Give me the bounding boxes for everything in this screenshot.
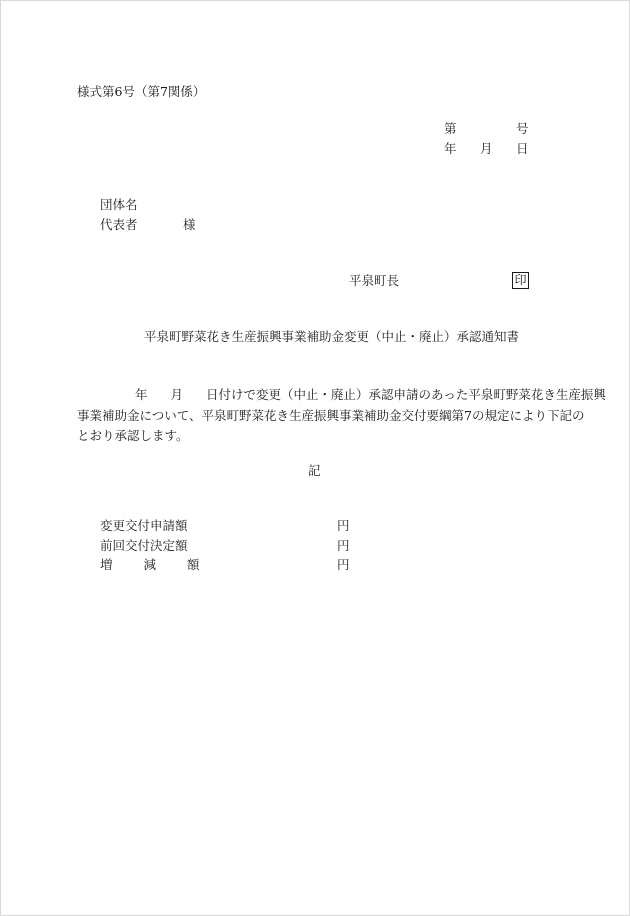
body-year-label: 年 (135, 387, 148, 402)
document-title: 平泉町野菜花き生産振興事業補助金変更（中止・廃止）承認通知書 (144, 329, 520, 344)
recipient-honorific: 様 (183, 217, 196, 232)
date-month-label: 月 (480, 141, 493, 156)
body-line-1-text: 日付けで変更（中止・廃止）承認申請のあった平泉町野菜花き生産振興 (206, 387, 606, 402)
document-number-suffix: 号 (516, 121, 529, 136)
date-year-label: 年 (444, 141, 457, 156)
recipient-org-label: 団体名 (100, 197, 138, 212)
form-number: 様式第6号（第7関係） (77, 84, 206, 99)
document-number-prefix: 第 (444, 121, 457, 136)
item-unit-yen: 円 (337, 557, 350, 572)
ki-heading: 記 (308, 463, 321, 478)
issuer-title: 平泉町長 (349, 273, 400, 288)
item-unit-yen: 円 (337, 518, 350, 533)
item-label-difference-char-3: 額 (187, 557, 200, 572)
item-label-difference-char-2: 減 (143, 557, 157, 572)
recipient-rep-label: 代表者 (100, 217, 138, 232)
body-line-1 (77, 385, 606, 406)
date-day-label: 日 (516, 141, 529, 156)
item-unit-yen: 円 (337, 538, 350, 553)
body-line-2: 事業補助金について、平泉町野菜花き生産振興事業補助金交付要綱第7の規定により下記の (77, 407, 585, 423)
body-month-label: 月 (170, 387, 184, 402)
body-paragraph (77, 385, 606, 447)
item-label-previous-amount: 前回交付決定額 (100, 538, 188, 553)
item-label-difference-char-1: 増 (100, 557, 113, 572)
item-label-difference (100, 557, 200, 573)
item-label-change-amount: 変更交付申請額 (100, 518, 188, 533)
body-line-3: とおり承認します。 (77, 428, 189, 443)
seal-stamp: 印 (512, 272, 529, 289)
